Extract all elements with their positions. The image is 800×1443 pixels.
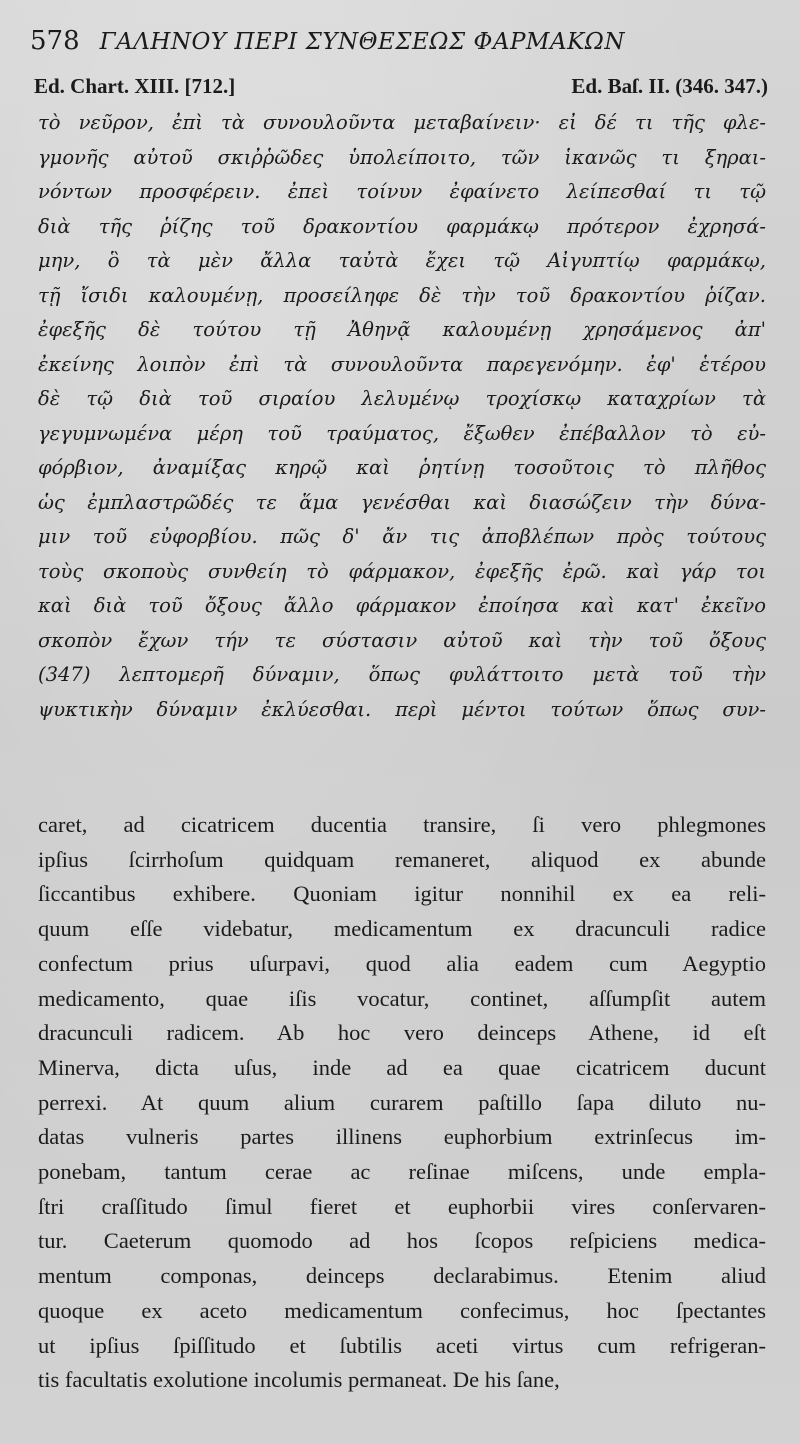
greek-text-block: [38, 106, 766, 727]
latin-line: Minerva, dicta uſus, inde ad ea quae cicatricem ducunt: [38, 1054, 766, 1080]
greek-line: ψυκτικὴν δύναμιν ἐκλύεσθαι. περὶ μέντοι τούτων ὅπως συν-: [38, 697, 766, 721]
page-number: 578: [30, 26, 80, 56]
latin-line: perrexi. At quum alium curarem paſtillo ſapa diluto nu-: [38, 1089, 766, 1115]
latin-text-block: [38, 808, 766, 1398]
running-title: ΓΑΛΗΝΟΥ ΠΕΡΙ ΣΥΝΘΕΣΕΩΣ ΦΑΡΜΑΚΩΝ: [99, 29, 625, 55]
greek-line: καὶ διὰ τοῦ ὄξους ἄλλο φάρμακον ἐποίησα καὶ κατ' ἐκεῖνο: [38, 594, 766, 617]
greek-line: (347) λεπτομερῆ δύναμιν, ὅπως φυλάττοιτο μετὰ τοῦ τὴν: [38, 663, 766, 686]
latin-line: tur. Caeterum quomodo ad hos ſcopos reſpiciens medica-: [38, 1228, 766, 1254]
greek-line: τοὺς σκοποὺς συνθείη τὸ φάρμακον, ἐφεξῆς ἐρῶ. καὶ γάρ τοι: [38, 559, 766, 583]
latin-line: mentum componas, deinceps declarabimus. Etenim aliud: [38, 1263, 766, 1289]
latin-line: quoque ex aceto medicamentum confecimus, hoc ſpectantes: [38, 1297, 766, 1323]
running-head: [30, 26, 770, 66]
edition-references: [34, 74, 768, 99]
greek-line: τὸ νεῦρον, ἐπὶ τὰ συνουλοῦντα μεταβαίνειν· εἰ δέ τι τῆς φλε-: [38, 111, 766, 134]
greek-line: σκοπὸν ἔχων τήν τε σύστασιν αὐτοῦ καὶ τὴν τοῦ ὄξους: [38, 628, 766, 652]
greek-line: μην, ὃ τὰ μὲν ἄλλα ταὐτὰ ἔχει τῷ Αἰγυπτίῳ φαρμάκῳ,: [38, 249, 766, 272]
latin-line: tis facultatis exolutione incolumis permaneat. De his ſane,: [38, 1367, 560, 1393]
greek-line: φόρβιον, ἀναμίξας κηρῷ καὶ ῥητίνῃ τοσοῦτοις τὸ πλῆθος: [38, 456, 766, 479]
latin-line: dracunculi radicem. Ab hoc vero deinceps Athene, id eſt: [38, 1020, 766, 1046]
greek-line: δὲ τῷ διὰ τοῦ σιραίου λελυμένῳ τροχίσκῳ καταχρίων τὰ: [38, 387, 766, 410]
latin-line: medicamento, quae iſis vocatur, continet, aſſumpſit autem: [38, 985, 766, 1011]
greek-line: γμονῆς αὐτοῦ σκιῤῥῶδες ὑπολείποιτο, τῶν ἱκανῶς τι ξηραι-: [38, 145, 766, 169]
greek-line: μιν τοῦ εὐφορβίου. πῶς δ' ἄν τις ἀποβλέπων πρὸς τούτους: [38, 525, 766, 548]
greek-line: νόντων προσφέρειν. ἐπεὶ τοίνυν ἐφαίνετο λείπεσθαί τι τῷ: [38, 180, 766, 203]
greek-line: τῇ ἴσιδι καλουμένῃ, προσείληφε δὲ τὴν τοῦ δρακοντίου ῥίζαν.: [38, 283, 766, 307]
greek-line: ὡς ἐμπλαστρῶδές τε ἅμα γενέσθαι καὶ διασώζειν τὴν δύνα-: [38, 490, 766, 514]
latin-line: datas vulneris partes illinens euphorbium extrinſecus im-: [38, 1124, 766, 1150]
latin-line: ponebam, tantum cerae ac reſinae miſcens, unde empla-: [38, 1159, 766, 1185]
edition-basel: Ed. Baſ. II. (346. 347.): [571, 74, 768, 98]
latin-line: ut ipſius ſpiſſitudo et ſubtilis aceti virtus cum refrigeran-: [38, 1332, 766, 1358]
greek-line: γεγυμνωμένα μέρη τοῦ τραύματος, ἔξωθεν ἐπέβαλλον τὸ εὐ-: [38, 421, 766, 445]
latin-line: ſtri craſſitudo ſimul fieret et euphorbii vires conſervaren-: [38, 1193, 766, 1219]
latin-line: confectum prius uſurpavi, quod alia eadem cum Aegyptio: [38, 950, 766, 976]
greek-line: ἐφεξῆς δὲ τούτου τῇ Ἀθηνᾷ καλουμένῃ χρησάμενος ἀπ': [38, 318, 766, 341]
latin-line: caret, ad cicatricem ducentia transire, ſi vero phlegmones: [38, 812, 766, 837]
edition-chartier: Ed. Chart. XIII. [712.]: [34, 74, 236, 98]
greek-line: διὰ τῆς ῥίζης τοῦ δρακοντίου φαρμάκῳ πρότερον ἐχρησά-: [38, 214, 766, 238]
latin-line: ipſius ſcirrhoſum quidquam remaneret, aliquod ex abunde: [38, 846, 766, 872]
greek-line: ἐκείνης λοιπὸν ἐπὶ τὰ συνουλοῦντα παρεγενόμην. ἐφ' ἑτέρου: [38, 352, 766, 376]
latin-line: ſiccantibus exhibere. Quoniam igitur nonnihil ex ea reli-: [38, 881, 766, 907]
latin-line: quum eſſe videbatur, medicamentum ex dracunculi radice: [38, 916, 766, 942]
